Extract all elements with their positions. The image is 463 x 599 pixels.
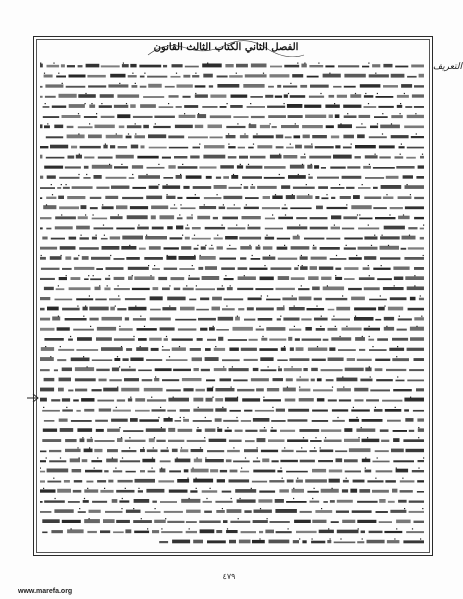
text-line bbox=[42, 235, 424, 240]
text-line bbox=[40, 83, 424, 88]
text-line bbox=[44, 376, 424, 381]
page-number: ٤٧٩ bbox=[222, 572, 236, 581]
text-line bbox=[44, 285, 424, 290]
text-line bbox=[40, 508, 424, 513]
text-line bbox=[42, 518, 424, 523]
text-line bbox=[40, 306, 424, 311]
text-line bbox=[40, 154, 424, 159]
text-line bbox=[42, 528, 424, 533]
text-line bbox=[40, 295, 424, 300]
text-line bbox=[40, 397, 424, 402]
text-line bbox=[40, 93, 424, 98]
text-line bbox=[42, 407, 424, 412]
text-line bbox=[40, 63, 424, 68]
text-line bbox=[159, 538, 424, 543]
text-line bbox=[40, 468, 424, 473]
manuscript-text-lines bbox=[40, 60, 426, 546]
text-line bbox=[40, 457, 424, 462]
text-line bbox=[40, 214, 424, 219]
text-line bbox=[43, 113, 424, 118]
text-line bbox=[44, 336, 424, 341]
text-line bbox=[40, 174, 424, 179]
text-line bbox=[40, 356, 424, 361]
text-line bbox=[43, 103, 424, 108]
text-line bbox=[40, 184, 424, 189]
text-line bbox=[40, 245, 424, 250]
text-line bbox=[42, 437, 424, 442]
text-line bbox=[40, 488, 424, 493]
text-line bbox=[40, 447, 424, 452]
text-line bbox=[40, 326, 424, 331]
text-line bbox=[41, 346, 424, 351]
text-line bbox=[40, 498, 424, 503]
text-line bbox=[43, 427, 424, 432]
text-line bbox=[40, 275, 424, 280]
text-line bbox=[40, 316, 424, 321]
text-line bbox=[44, 73, 424, 78]
text-line bbox=[40, 255, 424, 260]
site-watermark: www.marefa.org bbox=[18, 588, 73, 595]
text-line bbox=[40, 225, 424, 230]
text-line bbox=[43, 204, 424, 209]
text-line bbox=[40, 387, 424, 392]
text-line bbox=[46, 133, 424, 138]
text-line bbox=[44, 164, 424, 169]
text-line bbox=[40, 123, 424, 128]
page-heading: الفصل الثاني الكتاب الثالث القانون bbox=[153, 42, 299, 53]
text-line bbox=[44, 417, 424, 422]
margin-pointer-icon bbox=[26, 392, 40, 404]
text-line bbox=[40, 194, 424, 199]
text-line bbox=[40, 144, 424, 149]
text-line bbox=[41, 265, 424, 270]
margin-annotation: التعريف bbox=[432, 62, 462, 72]
text-line bbox=[40, 478, 424, 483]
text-line bbox=[40, 366, 424, 371]
